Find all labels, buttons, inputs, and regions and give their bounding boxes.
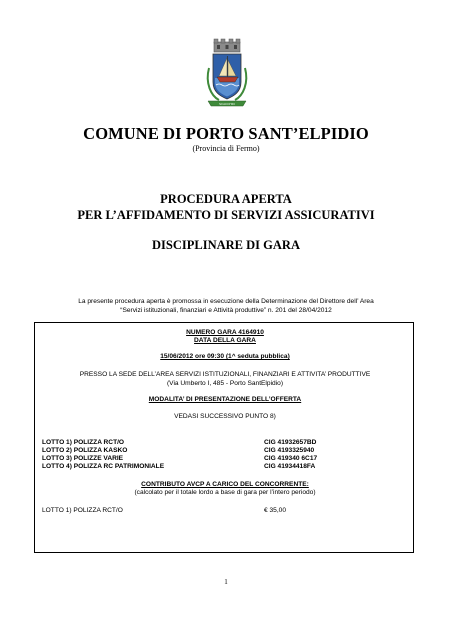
tender-number: NUMERO GARA 4164910 xyxy=(186,329,264,336)
intro-line1: La presente procedura aperta è promossa in esecuzione della Determinazione del Direttore dell’ Area xyxy=(78,298,374,305)
intro-line2: “Servizi istituzionali, finanziari e Attività produttive” n. 201 del 28/04/2012 xyxy=(120,307,332,314)
fee-label: LOTTO 1) POLIZZA RCT/O xyxy=(42,507,123,514)
lot-label: LOTTO 1) POLIZZA RCT/O xyxy=(42,439,125,446)
municipality-title: COMUNE DI PORTO SANT’ELPIDIO xyxy=(83,124,369,143)
procedure-title-line2: PER L’AFFIDAMENTO DI SERVIZI ASSICURATIVI xyxy=(77,208,375,222)
tender-info-box xyxy=(34,322,414,553)
lot-cig: CIG 419340 6C17 xyxy=(264,455,318,462)
lot-cig: CIG 41932657BD xyxy=(264,439,317,446)
page-number: 1 xyxy=(224,578,228,586)
submission-heading: MODALITA’ DI PRESENTAZIONE DELL’OFFERTA xyxy=(148,396,302,403)
venue-line2: (Via Umberto I, 485 - Porto SantElpidio) xyxy=(166,380,284,387)
contribution-note: (calcolato per il totale lordo a base di gara per l’intero periodo) xyxy=(134,489,316,496)
coat-of-arms-icon xyxy=(205,38,249,112)
fee-amount: € 35,00 xyxy=(264,507,286,514)
submission-text: VEDASI SUCCESSIVO PUNTO 8) xyxy=(174,413,276,420)
tender-date-heading: DATA DELLA GARA xyxy=(194,337,256,344)
lot-cig: CIG 4193325940 xyxy=(264,447,315,454)
procedure-title-line1: PROCEDURA APERTA xyxy=(160,192,292,206)
lot-label: LOTTO 3) POLIZZE VARIE xyxy=(42,455,124,462)
province-subtitle: (Provincia di Fermo) xyxy=(192,144,260,153)
lot-label: LOTTO 4) POLIZZA RC PATRIMONIALE xyxy=(42,463,165,470)
lot-cig: CIG 41934418FA xyxy=(264,463,316,470)
lot-label: LOTTO 2) POLIZZA KASKO xyxy=(42,447,128,454)
venue-line1: PRESSO LA SEDE DELL’AREA SERVIZI ISTITUZIONALI, FINANZIARI E ATTIVITA’ PRODUTTIVE xyxy=(79,371,371,378)
tender-date: 15/06/2012 ore 09:30 (1^ seduta pubblica) xyxy=(160,353,290,360)
contribution-heading: CONTRIBUTO AVCP A CARICO DEL CONCORRENTE: xyxy=(141,481,309,488)
disciplinare-title: DISCIPLINARE DI GARA xyxy=(152,238,300,252)
crest-motto: SCACCHIO xyxy=(219,101,235,106)
